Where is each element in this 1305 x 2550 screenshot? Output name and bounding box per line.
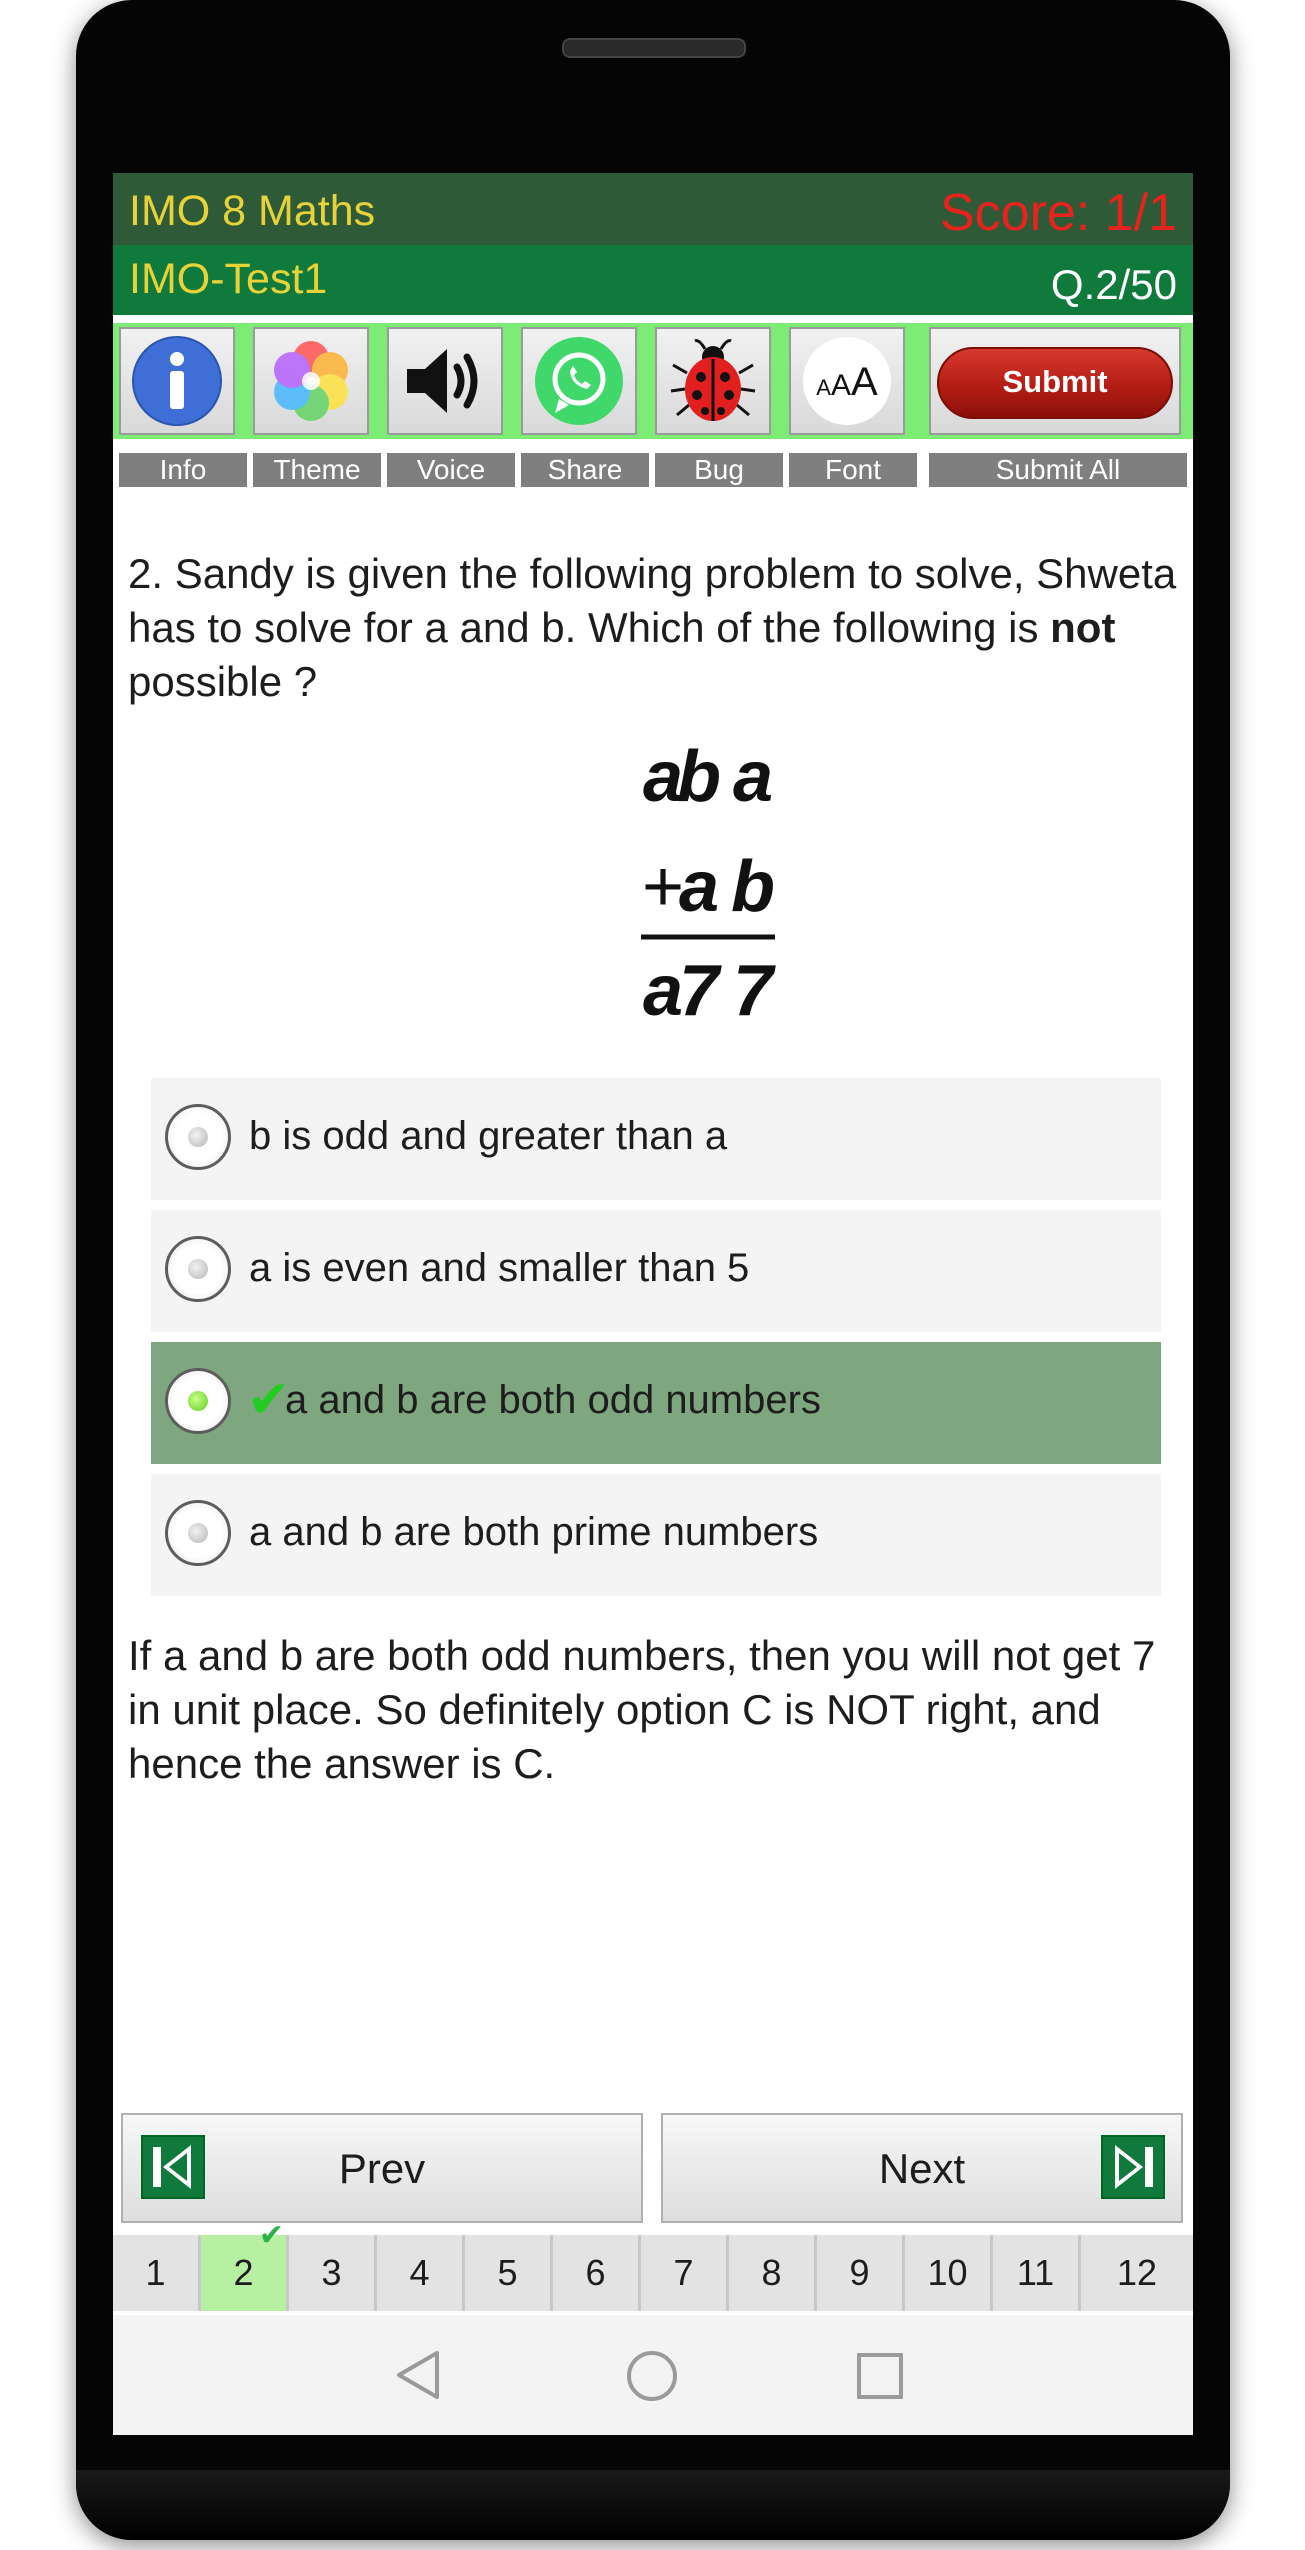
option-b[interactable]	[151, 1210, 1161, 1332]
page-number: 2	[233, 2252, 254, 2293]
option-label: b is odd and greater than a	[249, 1114, 728, 1158]
correct-check-icon: ✔	[247, 1371, 291, 1429]
prev-button[interactable]	[121, 2113, 643, 2223]
page-4-button[interactable]: 4	[377, 2235, 465, 2311]
page-9-button[interactable]: 9	[817, 2235, 905, 2311]
score-display: Score: 1/1	[939, 184, 1177, 242]
info-icon	[129, 333, 225, 429]
recents-icon[interactable]	[855, 2351, 905, 2401]
page-1-button[interactable]: 1	[113, 2235, 201, 2311]
equation-image	[513, 721, 793, 1021]
theme-flower-icon	[263, 333, 359, 429]
eq-digit: b	[731, 847, 775, 927]
prev-label: Prev	[338, 2145, 426, 2192]
submit-label: Submit	[937, 347, 1173, 419]
voice-label: Voice	[387, 453, 515, 487]
toolbar	[113, 323, 1193, 439]
submit-button[interactable]	[929, 327, 1181, 435]
font-icon-text: A	[816, 375, 831, 400]
skip-next-icon	[1101, 2135, 1165, 2199]
app-screen	[113, 173, 1193, 2435]
system-navigation-bar	[113, 2315, 1193, 2435]
eq-digit: 7	[732, 951, 774, 1021]
page-2-button-current[interactable]	[201, 2219, 289, 2311]
test-name: IMO-Test1	[129, 255, 328, 303]
question-counter: Q.2/50	[1050, 261, 1177, 308]
phone-bottom-edge	[76, 2470, 1230, 2540]
info-button[interactable]	[119, 327, 235, 435]
option-c[interactable]	[151, 1342, 1161, 1464]
eq-digit: a	[732, 737, 774, 817]
page-3-button[interactable]: 3	[289, 2235, 377, 2311]
eq-digit: a	[642, 737, 684, 817]
option-label: a and b are both prime numbers	[249, 1510, 819, 1554]
question-text-start: 2. Sandy is given the following problem to solve, Shweta has to solve for a and b. Which of the following is	[128, 550, 1177, 651]
eq-digit: a	[678, 847, 720, 927]
eq-digit: 7	[678, 951, 720, 1021]
share-label: Share	[521, 453, 649, 487]
page-5-button[interactable]: 5	[465, 2235, 553, 2311]
speaker-icon	[397, 333, 493, 429]
radio-button-selected[interactable]	[165, 1368, 231, 1434]
explanation-text: If a and b are both odd numbers, then you will not get 7 in unit place. So definitely option C is NOT right, and hence the answer is C.	[128, 1632, 1156, 1787]
page-12-button[interactable]: 12	[1116, 2252, 1158, 2293]
eq-plus-sign: +	[641, 847, 685, 927]
font-button[interactable]	[789, 327, 905, 435]
svg-text:AAA: AAA	[816, 360, 878, 404]
bug-label: Bug	[655, 453, 783, 487]
back-icon[interactable]	[393, 2349, 445, 2401]
share-button[interactable]	[521, 327, 637, 435]
page-7-button[interactable]: 7	[641, 2235, 729, 2311]
phone-speaker	[562, 38, 746, 58]
radio-button[interactable]	[165, 1104, 231, 1170]
page-8-button[interactable]: 8	[729, 2235, 817, 2311]
theme-label: Theme	[253, 453, 381, 487]
whatsapp-icon	[531, 333, 627, 429]
app-title: IMO 8 Maths	[129, 187, 376, 235]
option-a[interactable]	[151, 1078, 1161, 1200]
option-label: a and b are both odd numbers	[285, 1378, 821, 1422]
test-header	[113, 245, 1193, 315]
font-size-icon	[799, 333, 895, 429]
top-header	[113, 173, 1193, 245]
question-emphasis: not	[1050, 604, 1116, 651]
info-label: Info	[119, 453, 247, 487]
eq-digit: a	[642, 951, 684, 1021]
radio-button[interactable]	[165, 1236, 231, 1302]
toolbar-labels	[113, 453, 1193, 487]
next-button[interactable]	[661, 2113, 1183, 2223]
next-label: Next	[878, 2145, 966, 2192]
font-label: Font	[789, 453, 917, 487]
page-6-button[interactable]: 6	[553, 2235, 641, 2311]
theme-button[interactable]	[253, 327, 369, 435]
option-label: a is even and smaller than 5	[249, 1246, 750, 1290]
ladybug-icon	[665, 333, 761, 429]
page-11-button[interactable]: 11	[993, 2235, 1081, 2311]
question-text	[128, 547, 1178, 709]
home-icon[interactable]	[625, 2349, 679, 2403]
question-text-end: possible ?	[128, 658, 318, 705]
radio-button[interactable]	[165, 1500, 231, 1566]
page-10-button[interactable]: 10	[905, 2235, 993, 2311]
option-d[interactable]	[151, 1474, 1161, 1596]
page-selector	[113, 2219, 1193, 2311]
answered-check-icon: ✔	[258, 2219, 284, 2252]
bug-button[interactable]	[655, 327, 771, 435]
submit-all-label: Submit All	[929, 453, 1187, 487]
eq-digit: b	[677, 737, 721, 817]
voice-button[interactable]	[387, 327, 503, 435]
